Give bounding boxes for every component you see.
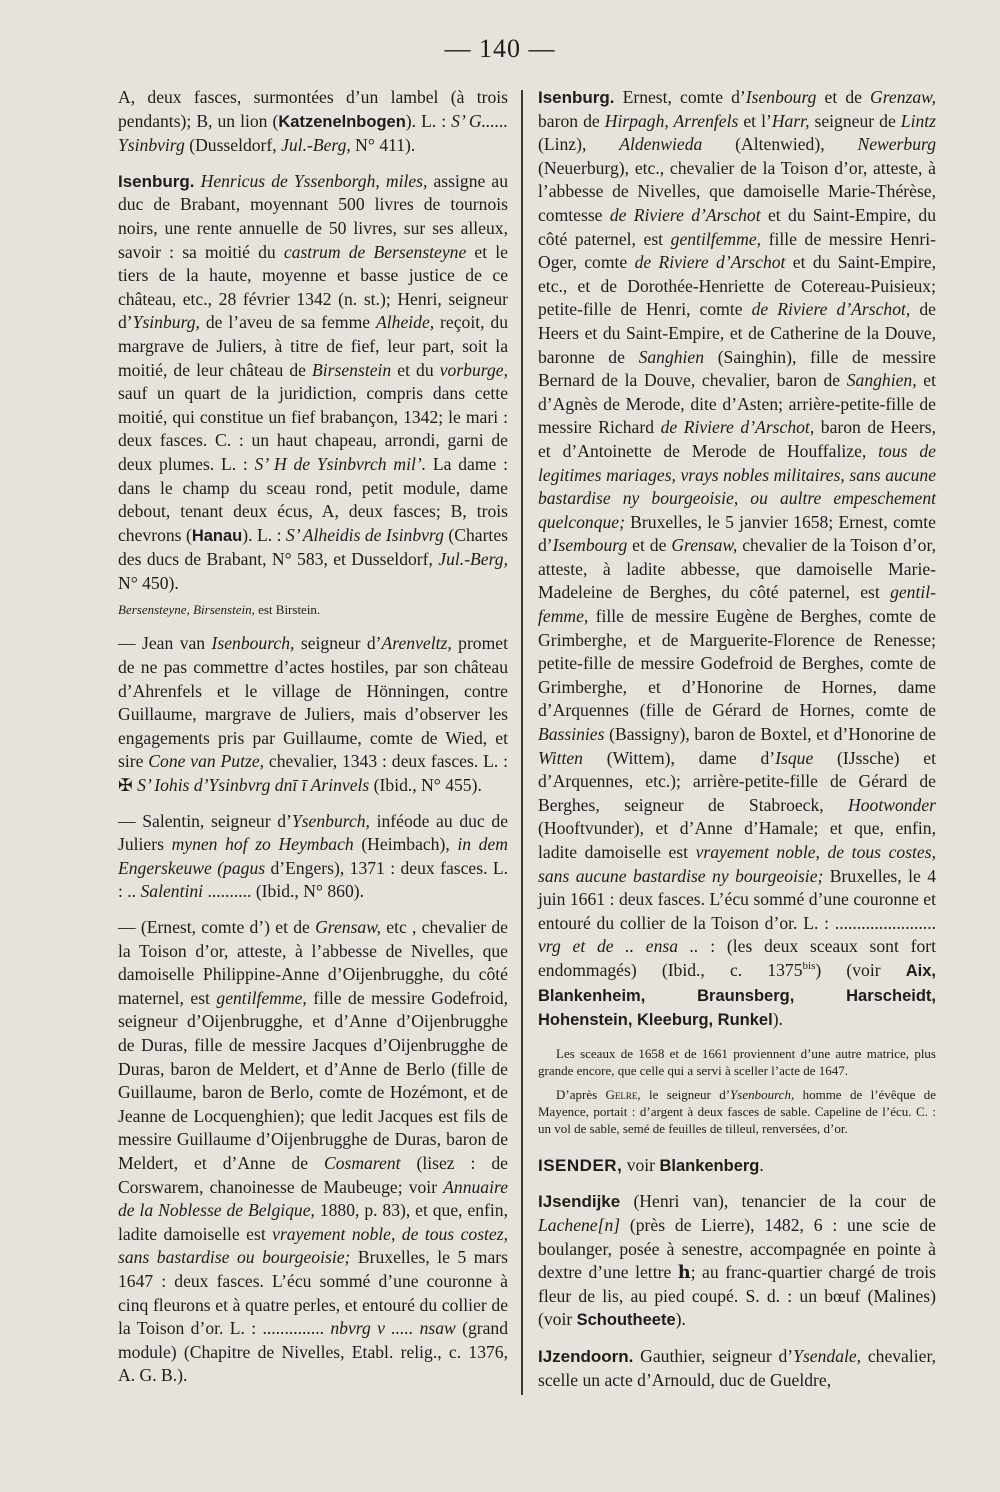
entry-heading: IJzendoorn. xyxy=(538,1346,634,1366)
entry-isender: ISENDER, voir Blankenberg. xyxy=(538,1154,764,1175)
entry-ijsendijke: IJsendijke (Henri van), tenancier de la cour de Lachene[n] (près de Lierre), 1482, 6 : une scie de boulanger, posée à senestre, accompagnée en pointe à dextre d’une lettre h; au franc-quartier chargé de trois fleur de lis, au pied coupé. S. d. : un bœuf (Malines) (voir Schoutheete). xyxy=(538,1191,936,1330)
column-divider xyxy=(521,90,523,1395)
page-number: — 140 — xyxy=(444,34,556,63)
footnote-birstein: Bersensteyne, Birsenstein, est Birstein. xyxy=(118,602,321,618)
entry-ijzendoorn: IJzendoorn. Gauthier, seigneur d’Ysendale, chevalier, scelle un acte d’Arnould, duc de Gueldre, xyxy=(538,1345,936,1390)
entry-isenburg-ernest: Isenburg. Ernest, comte d’Isenbourg et de Grenzaw, baron de Hirpagh, Arrenfels et l’Harr, seigneur de Lintz (Linz), Aldenwieda (Altenwied), Newerburg (Neuerburg), etc., chevalier de la Toison d’or, atteste, à l’abbesse de Nivelles, que damoiselle Marie-Thérèse, comtesse de Riviere d’Arschot et du Saint-Empire, du côté paternel, est gentilfemme, fille de messire Henri-Oger, comte de Riviere d’Arschot et du Saint-Empire, etc., et de Dorothée-Henriette de Cotereau-Puisieux; petite-fille de Henri, comte de Riviere d’Arschot, de Heers et du Saint-Empire, et de Catherine de la Douve, baronne de Sanghien (Sainghin), fille de messire Bernard de la Douve, chevalier, baron de Sanghien, et d’Agnès de Merode, dite d’Asten; arrière-petite-fille de messire Richard de Riviere d’Arschot, baron de Heers, et d’Antoinette de Merode de Houffalize, tous de legitimes mariages, vrays nobles militaires, sans aucune bastardise ny bourgeoisie, ou aultre empeschement quelconque; Bruxelles, le 5 janvier 1658; Ernest, comte d’Isembourg et de Grensaw, chevalier de la Toison d’or, atteste, à ladite abbesse, que damoiselle Marie-Madeleine de Berghes, du côté paternel, est gentil-femme, fille de messire Eugène de Berghes, comte de Grimberghe, et de Marguerite-Florence de Renesse; petite-fille de messire Godefroid de Berghes, comte de Grimberghe, et d’Honorine de Hornes, dame d’Arquennes (fille de Gérard de Hornes, comte de Bassinies (Bassigny), baron de Boxtel, et d’Honorine de Witten (Wittem), dame d’Isque (IJssche) et d’Arquennes, etc.); arrière-petite-fille de Gérard de Berghes, seigneur de Stabroeck, Hootwonder (Hooftvunder), et d’Anne d’Hamale; et que, enfin, ladite damoiselle est vrayement noble, de tous costes, sans aucune bastardise ny bourgeoisie; Bruxelles, le 4 juin 1661 : deux fasces. L’écu sommé d’une couronne et entouré du collier de la Toison d’or. L. : ....................... vrg et de .. ensa .. : (les deux sceaux sont fort endommagés) (Ibid., c. $1375^{bis}$) (voir Aix, Blankenheim, Braunsberg, Harscheidt, Hohenstein, Kleeburg, Runkel). xyxy=(538,87,937,1030)
entry-heading: Isenburg. xyxy=(118,171,195,191)
paragraph-katzenelnbogen-continuation: A, deux fasces, surmontées d’un lambel (à trois pendants); B, un lion (Katzenelnbogen). L. : S’ G...... Ysinbvirg (Dusseldorf, Jul.-Berg, N° 411). xyxy=(118,87,508,156)
entry-heading: ISENDER, xyxy=(538,1155,623,1175)
entry-heading: IJsendijke xyxy=(538,1192,621,1212)
entry-ernest-grensaw: — (Ernest, comte d’) et de Grensaw, etc , chevalier de la Toison d’or, atteste, à l’abbesse de Nivelles, que damoiselle Philippine-Anne d’Oijenbrugghe, du côté maternel, est gentilfemme, fille de messire Godefroid, seigneur d’Oijenbrugghe, et d’Anne d’Oijenbrugghe de Duras, fille de messire Jacques d’Oijenbrugghe de Duras, baron de Meldert, et d’Anne de Berlo (fille de Guillaume, baron de Berlo, comte de Hozémont, et de Jeanne de Locquenghien); que ledit Jacques est fils de messire Guillaume d’Oijenbrugghe de Duras, baron de Meldert, et d’Anne de Cosmarent (lisez : de Corswarem, chanoinesse de Maubeuge; voir Annuaire de la Noblesse de Belgique, 1880, p. 83), et que, enfin, ladite damoiselle est vrayement noble, de tous costez, sans bastardise ou bourgeoisie; Bruxelles, le 5 mars 1647 : deux fasces. L’écu sommé d’une couronne à cinq fleurons et à quatre perles, et entouré du collier de la Toison d’or. L. : .............. nbvrg v ..... nsaw (grand module) (Chapitre de Nivelles, Etabl. relig., c. 1376, A. G. B.). xyxy=(118,917,508,1386)
footnote-gelre: D’après Gelre, le seigneur d’Ysenbourch, homme de l’évêque de Mayence, portait : d’argent à deux fasces de sable. Capeline de l’écu. C. : un vol de sable, semé de feuilles de tilleul, renversées, d’or. xyxy=(538,1086,936,1137)
footnote-sceaux: Les sceaux de 1658 et de 1661 proviennent d’une autre matrice, plus grande encore, que celle qui a servi à sceller l’acte de 1647. xyxy=(538,1045,936,1079)
entry-heading: Isenburg. xyxy=(538,88,615,107)
entry-jean-van-isenbourch: — Jean van Isenbourch, seigneur d’Arenveltz, promet de ne pas commettre d’actes hostiles, par son château d’Ahrenfels et le village de Hönningen, contre Guillaume, margrave de Juliers, mais d’observer les engagements pris par Guillaume, comte de Wied, et sire Cone van Putze, chevalier, 1343 : deux fasces. L. : ✠ S’ Iohis d’Ysinbvrg dnī ī Arinvels (Ibid., N° 455). xyxy=(118,633,508,796)
entry-isenburg-henricus: Isenburg. Henricus de Yssenborgh, miles, assigne au duc de Brabant, moyennant 500 livres de tournois noirs, une rente annuelle de 50 livres, sur ses alleux, savoir : sa moitié du castrum de Bersensteyne et le tiers de la haute, moyenne et basse justice de ce château, etc., 28 février 1342 (n. st.); Henri, seigneur d’Ysinburg, de l’aveu de sa femme Alheide, reçoit, du margrave de Juliers, à titre de fief, leur part, soit la moitié, de leur château de Birsenstein et du vorburge, sauf un quart de la juridiction, compris dans cette moitié, qui constitue un fief brabançon, 1342; le mari : deux fasces. C. : un haut chapeau, arrondi, garni de deux plumes. L. : S’ H de Ysinbvrch mil’. La dame : dans le champ du sceau rond, petit module, dame debout, tenant deux écus, A, deux fasces; B, trois chevrons (Hanau). L. : S’ Alheidis de Isinbvrg (Chartes des ducs de Brabant, N° 583, et Dusseldorf, Jul.-Berg, N° 450). xyxy=(118,170,508,593)
right-column xyxy=(538,86,936,1404)
left-column xyxy=(118,86,508,1400)
entry-salentin: — Salentin, seigneur d’Ysenburch, inféode au duc de Juliers mynen hof zo Heymbach (Heimbach), in dem Engerskeuwe (pagus d’Engers), 1371 : deux fasces. L. : .. Salentini .......... (Ibid., N° 860). xyxy=(118,810,508,902)
